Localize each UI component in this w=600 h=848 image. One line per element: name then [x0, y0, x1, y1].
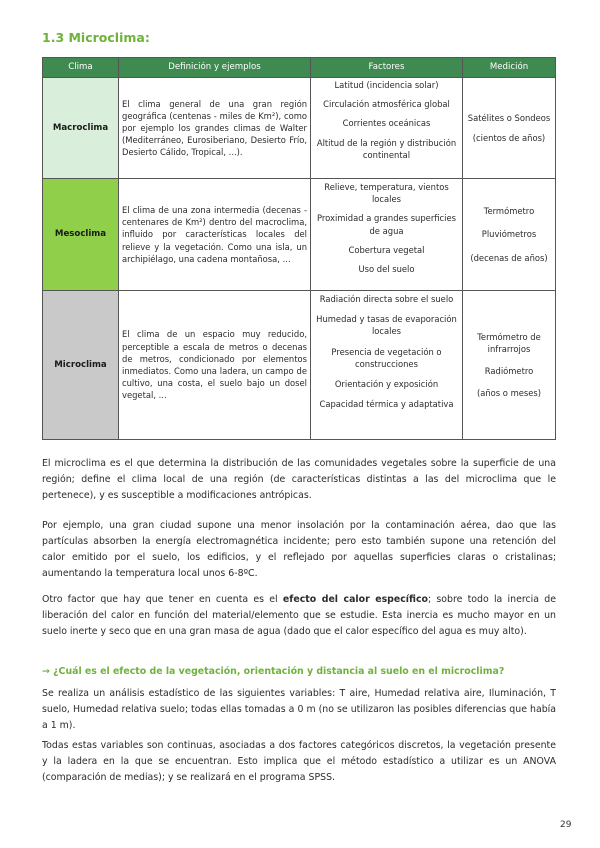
table-row	[43, 179, 556, 291]
research-question: → ¿Cuál es el efecto de la vegetación, orientación y distancia al suelo en el microclima?	[42, 666, 505, 677]
definition-cell: El clima de un espacio muy reducido, perceptible a escala de metros o decenas de metros, condicionado por elementos inmediatos. Como una ladera, un campo de cultivo, una costa, el suelo bajo un dosel vegetal, ...	[119, 291, 311, 440]
measurement-item: (años o meses)	[476, 388, 542, 399]
paragraph-specific-heat	[42, 592, 556, 640]
factor-item: Altitud de la región y distribución continental	[316, 137, 457, 160]
paragraph-statistical-analysis: Se realiza un análisis estadístico de las siguientes variables: T aire, Humedad relativa aire, Iluminación, T suelo, Humedad relativa suelo; todas ellas tomadas a 0 m (no se utilizaron las posibles diferencias que había a 1 m).	[42, 688, 556, 731]
factor-item: Orientación y exposición	[334, 378, 439, 389]
definition-cell: El clima general de una gran región geográfica (centenas - miles de Km²), como por ejemplo los grandes climas de Walter (Mediterráneo, Eurosiberiano, Desierto Frío, Desierto Cálido, Tropical, ...).	[119, 78, 311, 179]
header-medicion: Medición	[463, 58, 556, 78]
factors-cell	[311, 291, 463, 440]
factor-item: Latitud (incidencia solar)	[334, 80, 439, 90]
factors-cell	[311, 78, 463, 179]
factor-item: Uso del suelo	[358, 263, 415, 274]
table-row	[43, 78, 556, 179]
measurement-cell	[463, 179, 556, 291]
header-clima: Clima	[43, 58, 119, 78]
factor-item: Corrientes oceánicas	[342, 118, 431, 129]
climate-table	[42, 57, 556, 440]
paragraph-city-example: Por ejemplo, una gran ciudad supone una menor insolación por la contaminación aérea, dao que las partículas absorben la energía electromagnética incidente; pero esto también supone una retención del calor emitido por el suelo, los edificios, y el reflejado por aquellas superficies claras o cristalinas; aumentando la temperatura local unos 6-8ºC.	[42, 520, 556, 579]
factor-item: Capacidad térmica y adaptativa	[319, 399, 454, 410]
factor-item: Radiación directa sobre el suelo	[319, 294, 454, 304]
measurement-item: Termómetro	[483, 206, 535, 217]
factor-item: Circulación atmosférica global	[323, 99, 450, 110]
paragraph-text: ; sobre todo la inercia de liberación del calor en función del material/elemento que se estudie. Esta inercia es mucho mayor en un suelo inerte y seco que en una gran masa de agua (dado que el calor específico del agua es muy alto).	[42, 594, 556, 637]
header-definicion: Definición y ejemplos	[119, 58, 311, 78]
paragraph-anova: Todas estas variables son continuas, asociadas a dos factores categóricos discretos, la vegetación presente y la ladera en la que se encuentran. Esto implica que el método estadístico a utilizar es un ANOVA (comparación de medias); y se realizará en el programa SPSS.	[42, 740, 556, 783]
table-header-row	[43, 58, 556, 78]
clima-label: Mesoclima	[43, 179, 119, 291]
paragraph-text: Otro factor que hay que tener en cuenta es el	[42, 594, 283, 605]
clima-label: Microclima	[43, 291, 119, 440]
clima-label: Macroclima	[43, 78, 119, 179]
measurement-item: Pluviómetros	[481, 229, 537, 240]
factor-item: Proximidad a grandes superficies de agua	[316, 213, 457, 236]
header-factores: Factores	[311, 58, 463, 78]
measurement-item: Satélites o Sondeos	[467, 112, 551, 123]
factors-cell	[311, 179, 463, 291]
factor-item: Relieve, temperatura, vientos locales	[324, 182, 449, 205]
measurement-item: (cientos de años)	[472, 133, 546, 143]
factor-item: Cobertura vegetal	[348, 244, 425, 255]
table-row	[43, 291, 556, 440]
section-title: 1.3 Microclima:	[42, 30, 150, 45]
measurement-cell	[463, 78, 556, 179]
definition-cell: El clima de una zona intermedia (decenas - centenares de Km²) dentro del macroclima, influido por características locales del relieve y la vegetación. Como una isla, un archipiélago, una cadena montañosa, ...	[119, 179, 311, 291]
factor-item: Presencia de vegetación o construcciones	[331, 346, 442, 369]
measurement-item: Termómetro de infrarrojos	[477, 331, 541, 354]
measurement-cell	[463, 291, 556, 440]
bold-term: efecto del calor específico	[282, 594, 428, 605]
measurement-item: Radiómetro	[484, 366, 534, 376]
page-number: 29	[560, 820, 572, 830]
factor-item: Humedad y tasas de evaporación locales	[316, 314, 457, 337]
measurement-item: (decenas de años)	[470, 252, 548, 263]
paragraph-microclimate-definition: El microclima es el que determina la distribución de las comunidades vegetales sobre la superficie de una región; define el clima local de una región (de características distintas a las del microclima que le pertenece), y es susceptible a modificaciones antrópicas.	[42, 458, 556, 501]
